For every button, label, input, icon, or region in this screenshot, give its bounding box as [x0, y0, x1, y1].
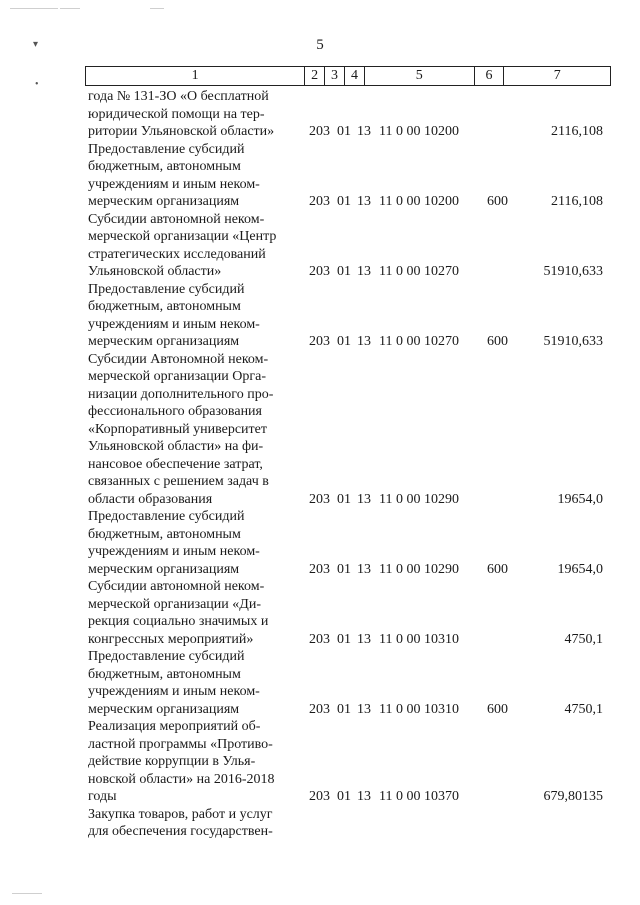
table-row [88, 806, 610, 841]
row-target-article: 11 0 00 10290 [379, 491, 459, 507]
row-grbs: 203 [309, 334, 330, 349]
scan-artifact-mark: • [35, 79, 39, 90]
table-header [85, 66, 611, 86]
row-target-article: 11 0 00 10290 [379, 561, 459, 577]
header-col-4: 4 [345, 67, 365, 85]
row-amount: 51910,633 [543, 264, 603, 279]
row-subsection: 13 [357, 334, 371, 349]
row-section: 01 [337, 334, 351, 349]
row-name: Предоставление субсидий бюджетным, автономным учреждениям и иным неком- мерческим организациям [88, 509, 260, 577]
row-expense-type: 600 [487, 701, 508, 717]
row-grbs: 203 [309, 194, 330, 209]
row-grbs: 203 [309, 701, 330, 717]
row-subsection: 13 [357, 631, 371, 647]
row-amount: 51910,633 [543, 334, 603, 349]
table-row [88, 351, 610, 509]
table-body [88, 88, 610, 841]
row-amount: 679,80135 [543, 789, 603, 804]
row-target-article: 11 0 00 10370 [379, 789, 459, 804]
row-expense-type: 600 [487, 561, 508, 577]
table-row [88, 88, 610, 141]
row-subsection: 13 [357, 789, 371, 804]
row-subsection: 13 [357, 124, 371, 139]
row-name: Субсидии автономной неком- мерческой организации «Центр стратегических исследований Ульяновской области» [88, 211, 277, 279]
row-subsection: 13 [357, 264, 371, 279]
row-section: 01 [337, 491, 351, 507]
table-row [88, 281, 610, 351]
scan-artifact-line [12, 893, 42, 894]
row-amount: 2116,108 [551, 124, 603, 139]
row-section: 01 [337, 631, 351, 647]
page-number: 5 [316, 37, 324, 53]
scan-artifact-line [150, 8, 164, 9]
row-grbs: 203 [309, 561, 330, 577]
row-target-article: 11 0 00 10310 [379, 701, 459, 717]
table-row [88, 141, 610, 211]
row-name: Закупка товаров, работ и услуг для обеспечения государствен- [88, 806, 273, 839]
row-target-article: 11 0 00 10270 [379, 334, 459, 349]
row-grbs: 203 [309, 124, 330, 139]
row-grbs: 203 [309, 491, 330, 507]
scan-artifact-line [60, 8, 80, 9]
row-name: Предоставление субсидий бюджетным, автономным учреждениям и иным неком- мерческим организациям [88, 141, 260, 209]
row-target-article: 11 0 00 10270 [379, 264, 459, 279]
table-row [88, 718, 610, 806]
row-grbs: 203 [309, 631, 330, 647]
row-expense-type: 600 [487, 334, 508, 349]
row-name: Субсидии автономной неком- мерческой организации «Ди- рекция социально значимых и конгрессных мероприятий» [88, 579, 269, 647]
row-name: года № 131-ЗО «О бесплатной юридической помощи на тер- ритории Ульяновской области» [88, 89, 275, 139]
row-subsection: 13 [357, 561, 371, 577]
row-amount: 19654,0 [557, 561, 603, 577]
row-expense-type: 600 [487, 194, 508, 209]
scan-artifact-line [10, 8, 58, 9]
table-row [88, 211, 610, 281]
header-col-2: 2 [305, 67, 325, 85]
row-target-article: 11 0 00 10200 [379, 194, 459, 209]
table-row [88, 578, 610, 648]
header-col-1: 1 [86, 67, 305, 85]
row-section: 01 [337, 789, 351, 804]
header-col-3: 3 [325, 67, 345, 85]
row-name: Предоставление субсидий бюджетным, автономным учреждениям и иным неком- мерческим организациям [88, 281, 260, 349]
row-section: 01 [337, 194, 351, 209]
header-col-5: 5 [365, 67, 475, 85]
row-section: 01 [337, 124, 351, 139]
row-name: Реализация мероприятий об- ластной программы «Противо- действие коррупции в Улья- новской области» на 2016-2018 годы [88, 719, 275, 804]
row-target-article: 11 0 00 10310 [379, 631, 459, 647]
row-section: 01 [337, 561, 351, 577]
header-col-7: 7 [553, 68, 561, 83]
row-amount: 2116,108 [551, 194, 603, 209]
row-subsection: 13 [357, 491, 371, 507]
row-amount: 4750,1 [564, 631, 603, 647]
scan-artifact-mark: ▾ [33, 39, 39, 50]
row-section: 01 [337, 701, 351, 717]
row-name: Предоставление субсидий бюджетным, автономным учреждениям и иным неком- мерческим организациям [88, 649, 260, 717]
row-name: Субсидии Автономной неком- мерческой организации Орга- низации дополнительного про- фессионального образования «Корпоративный университет Ульяновской области» на фи- нансовое обеспечение затрат, связанных с решением задач в области образования [88, 351, 274, 507]
row-subsection: 13 [357, 194, 371, 209]
row-subsection: 13 [357, 701, 371, 717]
table-row [88, 648, 610, 718]
row-grbs: 203 [309, 264, 330, 279]
row-amount: 19654,0 [557, 491, 603, 507]
row-target-article: 11 0 00 10200 [379, 124, 459, 139]
header-col-6: 6 [475, 67, 505, 85]
table-row [88, 508, 610, 578]
row-section: 01 [337, 264, 351, 279]
row-grbs: 203 [309, 789, 330, 804]
row-amount: 4750,1 [564, 701, 603, 717]
